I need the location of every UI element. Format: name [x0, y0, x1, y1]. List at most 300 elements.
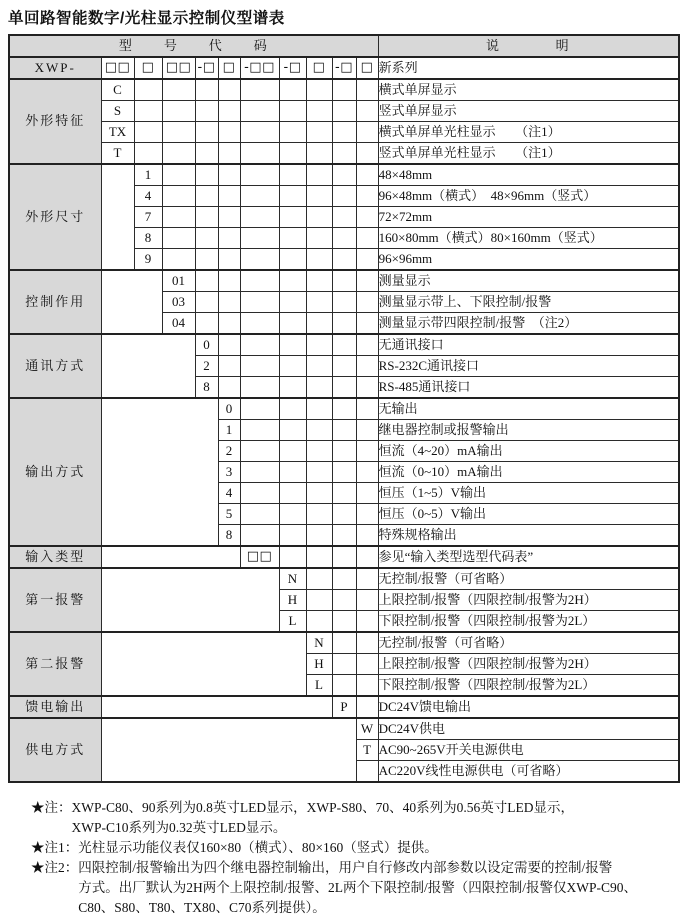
grid-cell — [218, 122, 240, 143]
grid-cell — [195, 270, 218, 292]
grid-cell — [162, 164, 195, 186]
grid-cell — [279, 249, 306, 271]
desc-cell: 竖式单屏单光柱显示 （注1） — [378, 143, 679, 165]
grid-cell — [356, 377, 378, 399]
section-label: 馈电输出 — [9, 696, 101, 718]
note-line: 四限控制/报警输出为四个继电器控制输出，用户自行修改内部参数以设定需要的控制/报警 — [78, 860, 613, 875]
grid-cell — [240, 313, 279, 335]
header-desc-title: 说 明 — [378, 35, 679, 57]
code-cell: T — [101, 143, 134, 165]
header-code-title: 型 号 代 码 — [9, 35, 378, 57]
grid-cell — [279, 525, 306, 547]
code-cell: 0 — [218, 398, 240, 420]
grid-cell — [306, 207, 332, 228]
code-cell: 8 — [134, 228, 162, 249]
table-row — [9, 568, 679, 590]
grid-cell — [279, 483, 306, 504]
blank-cell — [101, 696, 332, 718]
table-row — [9, 143, 679, 165]
desc-cell: 横式单屏单光柱显示 （注1） — [378, 122, 679, 143]
desc-cell: DC24V馈电输出 — [378, 696, 679, 718]
grid-cell — [240, 420, 279, 441]
grid-cell — [162, 143, 195, 165]
grid-cell — [279, 504, 306, 525]
section-label: 供电方式 — [9, 718, 101, 782]
grid-cell — [356, 186, 378, 207]
desc-cell: 72×72mm — [378, 207, 679, 228]
grid-cell — [162, 101, 195, 122]
grid-cell — [240, 398, 279, 420]
desc-cell: 测量显示带四限控制/报警 （注2） — [378, 313, 679, 335]
desc-cell: 48×48mm — [378, 164, 679, 186]
table-row — [9, 164, 679, 186]
code-cell: S — [101, 101, 134, 122]
grid-cell — [306, 101, 332, 122]
code-cell: 01 — [162, 270, 195, 292]
code-cell: W — [356, 718, 378, 740]
grid-cell — [356, 79, 378, 101]
table-row — [9, 101, 679, 122]
desc-cell: 上限控制/报警（四限控制/报警为2H） — [378, 590, 679, 611]
grid-cell — [356, 654, 378, 675]
grid-cell — [195, 101, 218, 122]
code-cell: C — [101, 79, 134, 101]
grid-cell — [218, 356, 240, 377]
code-cell: □□ — [240, 546, 279, 568]
grid-cell — [332, 164, 356, 186]
model-code-box-cell: □□ — [101, 57, 134, 79]
desc-cell: 参见“输入类型选型代码表” — [378, 546, 679, 568]
grid-cell — [195, 249, 218, 271]
grid-cell — [306, 228, 332, 249]
grid-cell — [332, 313, 356, 335]
grid-cell — [306, 334, 332, 356]
grid-cell — [332, 441, 356, 462]
grid-cell — [356, 420, 378, 441]
grid-cell — [332, 249, 356, 271]
grid-cell — [356, 568, 378, 590]
grid-cell — [218, 313, 240, 335]
grid-cell — [332, 356, 356, 377]
grid-cell — [306, 186, 332, 207]
code-cell: 03 — [162, 292, 195, 313]
blank-cell — [101, 164, 134, 270]
blank-cell — [101, 270, 162, 334]
section-label: 第一报警 — [9, 568, 101, 632]
grid-cell — [332, 420, 356, 441]
grid-cell — [356, 696, 378, 718]
grid-cell — [218, 164, 240, 186]
desc-cell: 测量显示带上、下限控制/报警 — [378, 292, 679, 313]
grid-cell — [332, 675, 356, 697]
grid-cell — [306, 525, 332, 547]
grid-cell — [279, 334, 306, 356]
grid-cell — [356, 228, 378, 249]
grid-cell — [306, 270, 332, 292]
model-code-box-cell: -□ — [332, 57, 356, 79]
code-cell: 5 — [218, 504, 240, 525]
grid-cell — [162, 207, 195, 228]
table-row — [9, 398, 679, 420]
grid-cell — [240, 441, 279, 462]
desc-cell: 上限控制/报警（四限控制/报警为2H） — [378, 654, 679, 675]
code-cell: H — [306, 654, 332, 675]
desc-cell: 恒压（1~5）V输出 — [378, 483, 679, 504]
grid-cell — [240, 504, 279, 525]
grid-cell — [356, 398, 378, 420]
grid-cell — [279, 228, 306, 249]
grid-cell — [306, 164, 332, 186]
blank-cell — [101, 398, 218, 546]
grid-cell — [134, 79, 162, 101]
grid-cell — [306, 122, 332, 143]
table-row — [9, 546, 679, 568]
grid-cell — [218, 292, 240, 313]
grid-cell — [356, 292, 378, 313]
code-cell: 04 — [162, 313, 195, 335]
grid-cell — [240, 186, 279, 207]
note-body — [72, 798, 575, 838]
grid-cell — [356, 525, 378, 547]
grid-cell — [306, 313, 332, 335]
blank-cell — [101, 568, 279, 632]
grid-cell — [306, 420, 332, 441]
desc-cell: 无控制/报警（可省略） — [378, 632, 679, 654]
grid-cell — [240, 270, 279, 292]
grid-cell — [306, 462, 332, 483]
code-cell: 2 — [218, 441, 240, 462]
code-cell: 7 — [134, 207, 162, 228]
desc-cell: 下限控制/报警（四限控制/报警为2L） — [378, 675, 679, 697]
grid-cell — [240, 334, 279, 356]
grid-cell — [306, 143, 332, 165]
grid-cell — [306, 504, 332, 525]
note — [31, 838, 694, 858]
grid-cell — [356, 334, 378, 356]
grid-cell — [218, 228, 240, 249]
grid-cell — [218, 186, 240, 207]
code-cell: 8 — [218, 525, 240, 547]
grid-cell — [279, 122, 306, 143]
grid-cell — [195, 122, 218, 143]
grid-cell — [240, 164, 279, 186]
grid-cell — [356, 590, 378, 611]
model-code-box-cell: □ — [306, 57, 332, 79]
grid-cell — [332, 207, 356, 228]
code-cell — [356, 761, 378, 783]
section-label: 外形特征 — [9, 79, 101, 164]
grid-cell — [306, 590, 332, 611]
grid-cell — [134, 122, 162, 143]
grid-cell — [356, 504, 378, 525]
grid-cell — [306, 79, 332, 101]
grid-cell — [279, 462, 306, 483]
grid-cell — [240, 79, 279, 101]
desc-cell: 160×80mm（横式）80×160mm（竖式） — [378, 228, 679, 249]
grid-cell — [218, 249, 240, 271]
note-line: 光柱显示功能仪表仅160×80（横式）、80×160（竖式）提供。 — [78, 840, 438, 855]
code-cell: N — [279, 568, 306, 590]
desc-cell: DC24V供电 — [378, 718, 679, 740]
grid-cell — [279, 313, 306, 335]
grid-cell — [240, 122, 279, 143]
grid-cell — [162, 228, 195, 249]
grid-cell — [356, 122, 378, 143]
note-line: 方式。出厂默认为2H两个上限控制/报警、2L两个下限控制/报警（四限控制/报警仅XWP-C90、 — [78, 880, 637, 895]
grid-cell — [195, 164, 218, 186]
note-line: XWP-C10系列为0.32英寸LED显示。 — [71, 820, 287, 835]
grid-cell — [306, 398, 332, 420]
grid-cell — [195, 186, 218, 207]
grid-cell — [279, 398, 306, 420]
code-cell: 1 — [218, 420, 240, 441]
grid-cell — [332, 462, 356, 483]
grid-cell — [240, 228, 279, 249]
desc-cell: 测量显示 — [378, 270, 679, 292]
model-code-box-cell: -□ — [195, 57, 218, 79]
grid-cell — [332, 483, 356, 504]
desc-cell: AC220V线性电源供电（可省略） — [378, 761, 679, 783]
desc-cell: 特殊规格输出 — [378, 525, 679, 547]
grid-cell — [356, 164, 378, 186]
code-cell: 8 — [195, 377, 218, 399]
grid-cell — [162, 249, 195, 271]
grid-cell — [279, 164, 306, 186]
grid-cell — [332, 590, 356, 611]
grid-cell — [240, 292, 279, 313]
desc-cell: 无通讯接口 — [378, 334, 679, 356]
grid-cell — [279, 270, 306, 292]
grid-cell — [332, 143, 356, 165]
desc-cell: 竖式单屏显示 — [378, 101, 679, 122]
section-label: 通讯方式 — [9, 334, 101, 398]
code-cell: T — [356, 740, 378, 761]
grid-cell — [332, 334, 356, 356]
grid-cell — [279, 377, 306, 399]
model-code-table-body — [9, 35, 679, 782]
desc-cell: 恒压（0~5）V输出 — [378, 504, 679, 525]
grid-cell — [356, 611, 378, 633]
note-label: ★注： — [31, 800, 72, 815]
model-code-box-cell: -□ — [279, 57, 306, 79]
grid-cell — [279, 292, 306, 313]
table-row — [9, 696, 679, 718]
code-cell: 4 — [218, 483, 240, 504]
code-cell: TX — [101, 122, 134, 143]
grid-cell — [332, 654, 356, 675]
grid-cell — [218, 270, 240, 292]
table-row — [9, 79, 679, 101]
code-cell: 2 — [195, 356, 218, 377]
desc-cell: RS-232C通讯接口 — [378, 356, 679, 377]
code-cell: L — [306, 675, 332, 697]
model-code-box-cell: □ — [134, 57, 162, 79]
blank-cell — [101, 334, 195, 398]
grid-cell — [356, 675, 378, 697]
grid-cell — [356, 546, 378, 568]
note-body — [78, 858, 637, 918]
blank-cell — [101, 718, 356, 782]
model-row — [9, 57, 679, 79]
grid-cell — [218, 143, 240, 165]
grid-cell — [218, 207, 240, 228]
grid-cell — [306, 249, 332, 271]
table-row — [9, 718, 679, 740]
desc-cell: 横式单屏显示 — [378, 79, 679, 101]
grid-cell — [240, 207, 279, 228]
model-desc-cell: 新系列 — [378, 57, 679, 79]
grid-cell — [356, 249, 378, 271]
model-prefix-cell: XWP- — [9, 57, 101, 79]
grid-cell — [195, 292, 218, 313]
grid-cell — [195, 79, 218, 101]
grid-cell — [306, 611, 332, 633]
grid-cell — [332, 228, 356, 249]
grid-cell — [306, 377, 332, 399]
section-label: 输出方式 — [9, 398, 101, 546]
desc-cell: 恒流（4~20）mA输出 — [378, 441, 679, 462]
grid-cell — [356, 143, 378, 165]
grid-cell — [332, 122, 356, 143]
grid-cell — [162, 122, 195, 143]
grid-cell — [332, 292, 356, 313]
grid-cell — [279, 546, 306, 568]
grid-cell — [306, 441, 332, 462]
note — [31, 858, 694, 918]
grid-cell — [162, 79, 195, 101]
grid-cell — [279, 143, 306, 165]
section-label: 外形尺寸 — [9, 164, 101, 270]
model-code-box-cell: □ — [356, 57, 378, 79]
grid-cell — [279, 420, 306, 441]
grid-cell — [306, 546, 332, 568]
grid-cell — [332, 398, 356, 420]
grid-cell — [356, 270, 378, 292]
grid-cell — [195, 207, 218, 228]
desc-cell: 96×96mm — [378, 249, 679, 271]
table-row — [9, 334, 679, 356]
grid-cell — [356, 207, 378, 228]
code-cell: L — [279, 611, 306, 633]
grid-cell — [134, 143, 162, 165]
desc-cell: RS-485通讯接口 — [378, 377, 679, 399]
blank-cell — [101, 546, 240, 568]
table-row — [9, 122, 679, 143]
note-label: ★注1： — [31, 840, 79, 855]
blank-cell — [101, 632, 306, 696]
code-cell: N — [306, 632, 332, 654]
grid-cell — [332, 568, 356, 590]
grid-cell — [240, 249, 279, 271]
grid-cell — [332, 270, 356, 292]
page — [0, 6, 700, 919]
table-header-row — [9, 35, 679, 57]
model-code-box-cell: □ — [218, 57, 240, 79]
grid-cell — [332, 186, 356, 207]
code-cell: 0 — [195, 334, 218, 356]
grid-cell — [279, 186, 306, 207]
grid-cell — [279, 79, 306, 101]
desc-cell: 无控制/报警（可省略） — [378, 568, 679, 590]
grid-cell — [218, 334, 240, 356]
notes — [31, 798, 694, 918]
grid-cell — [279, 441, 306, 462]
grid-cell — [306, 356, 332, 377]
code-cell: H — [279, 590, 306, 611]
grid-cell — [134, 101, 162, 122]
model-code-box-cell: -□□ — [240, 57, 279, 79]
section-label: 输入类型 — [9, 546, 101, 568]
grid-cell — [332, 632, 356, 654]
note-body — [78, 838, 437, 858]
grid-cell — [279, 207, 306, 228]
grid-cell — [162, 186, 195, 207]
note-label: ★注2： — [31, 860, 79, 875]
grid-cell — [195, 143, 218, 165]
code-cell: P — [332, 696, 356, 718]
grid-cell — [195, 228, 218, 249]
grid-cell — [240, 101, 279, 122]
grid-cell — [356, 462, 378, 483]
grid-cell — [306, 568, 332, 590]
grid-cell — [332, 79, 356, 101]
grid-cell — [218, 377, 240, 399]
desc-cell: AC90~265V开关电源供电 — [378, 740, 679, 761]
code-cell: 9 — [134, 249, 162, 271]
model-code-table — [8, 34, 680, 783]
grid-cell — [332, 611, 356, 633]
grid-cell — [356, 356, 378, 377]
desc-cell: 下限控制/报警（四限控制/报警为2L） — [378, 611, 679, 633]
grid-cell — [356, 313, 378, 335]
grid-cell — [240, 356, 279, 377]
note — [31, 798, 694, 838]
note-line: C80、S80、T80、TX80、C70系列提供）。 — [78, 900, 326, 915]
grid-cell — [332, 101, 356, 122]
grid-cell — [240, 483, 279, 504]
grid-cell — [356, 441, 378, 462]
model-code-box-cell: □□ — [162, 57, 195, 79]
grid-cell — [356, 632, 378, 654]
desc-cell: 恒流（0~10）mA输出 — [378, 462, 679, 483]
page-title: 单回路智能数字/光柱显示控制仪型谱表 — [8, 10, 285, 27]
section-label: 第二报警 — [9, 632, 101, 696]
grid-cell — [279, 356, 306, 377]
grid-cell — [279, 101, 306, 122]
grid-cell — [332, 546, 356, 568]
grid-cell — [332, 525, 356, 547]
grid-cell — [306, 292, 332, 313]
grid-cell — [306, 483, 332, 504]
code-cell: 3 — [218, 462, 240, 483]
grid-cell — [240, 462, 279, 483]
table-row — [9, 632, 679, 654]
desc-cell: 96×48mm（横式） 48×96mm（竖式） — [378, 186, 679, 207]
grid-cell — [356, 483, 378, 504]
table-row — [9, 270, 679, 292]
grid-cell — [240, 143, 279, 165]
grid-cell — [240, 377, 279, 399]
desc-cell: 继电器控制或报警输出 — [378, 420, 679, 441]
grid-cell — [332, 504, 356, 525]
code-cell: 4 — [134, 186, 162, 207]
grid-cell — [332, 377, 356, 399]
note-line: XWP-C80、90系列为0.8英寸LED显示，XWP-S80、70、40系列为0.56英寸LED显示， — [71, 800, 574, 815]
desc-cell: 无输出 — [378, 398, 679, 420]
code-cell: 1 — [134, 164, 162, 186]
grid-cell — [240, 525, 279, 547]
grid-cell — [195, 313, 218, 335]
